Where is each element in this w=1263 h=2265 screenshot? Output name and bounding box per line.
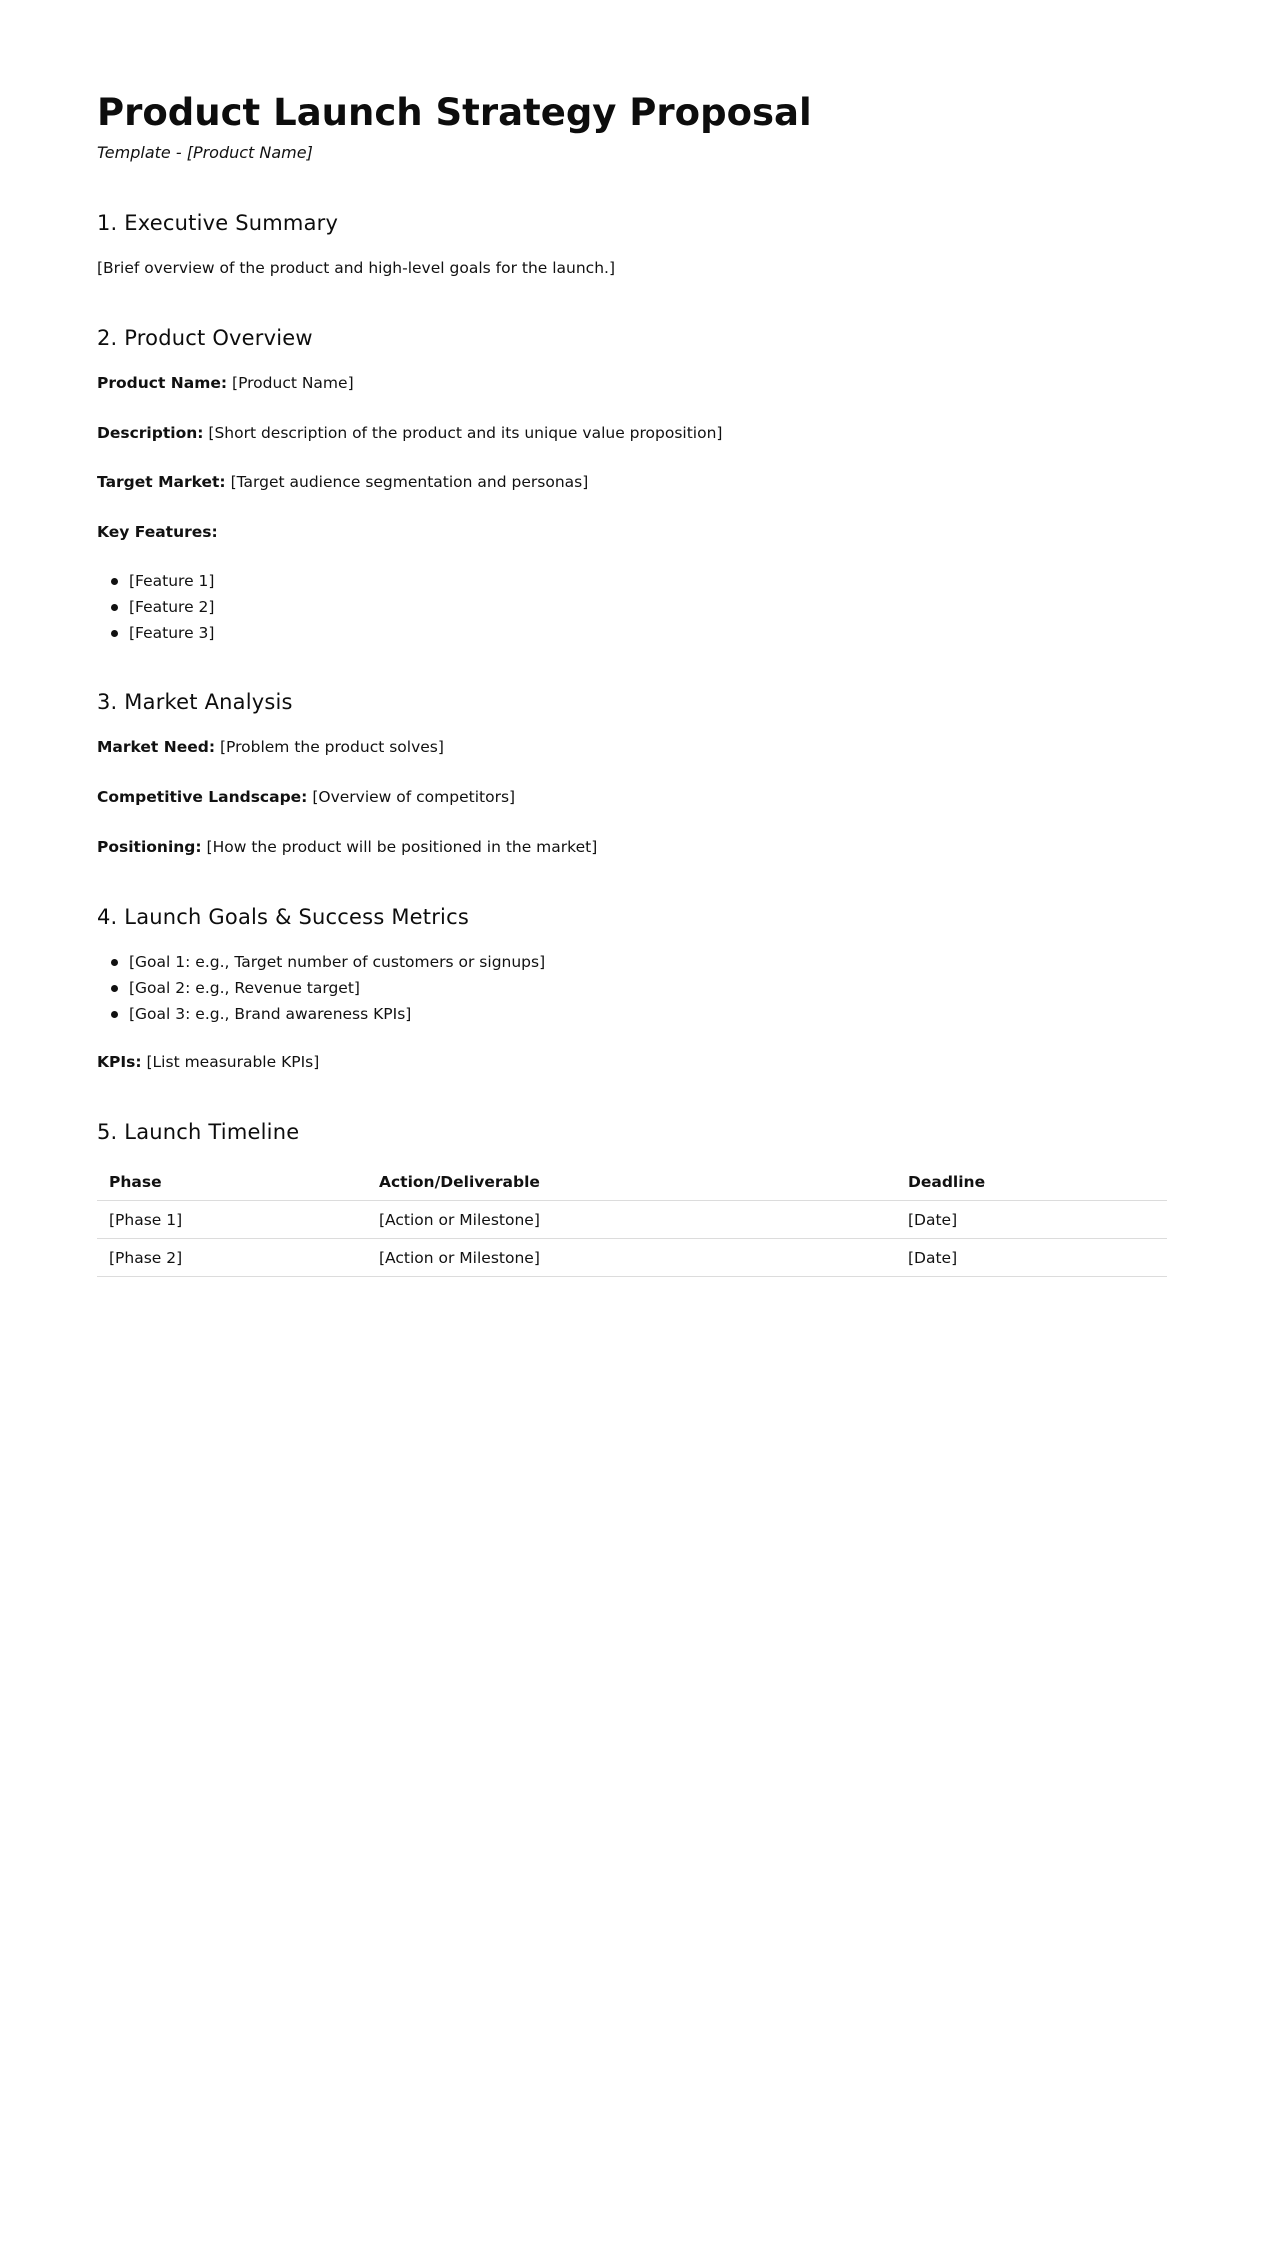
- competitive-landscape-value: [Overview of competitors]: [312, 788, 516, 806]
- key-features-heading: [97, 520, 218, 544]
- list-item: [Goal 3: e.g., Brand awareness KPIs]: [97, 1001, 545, 1027]
- launch-timeline-table: [97, 1164, 1167, 1277]
- table-cell-deadline: [Date]: [896, 1201, 1167, 1239]
- target-market-value: [Target audience segmentation and personas]: [230, 473, 589, 491]
- positioning-field: [97, 835, 597, 859]
- description-label: Description:: [97, 424, 204, 442]
- executive-summary-text: [Brief overview of the product and high-level goals for the launch.]: [97, 259, 616, 277]
- section-heading-market-analysis: 3. Market Analysis: [97, 690, 293, 714]
- product-name-value: [Product Name]: [232, 374, 354, 392]
- list-item: [Feature 3]: [97, 620, 214, 646]
- description-field: [97, 421, 722, 445]
- market-need-value: [Problem the product solves]: [219, 738, 444, 756]
- key-features-label: Key Features:: [97, 523, 218, 541]
- section-heading-launch-timeline: 5. Launch Timeline: [97, 1120, 300, 1144]
- kpis-field: [97, 1050, 319, 1074]
- section-heading-product-overview: 2. Product Overview: [97, 326, 313, 350]
- table-cell-phase: [Phase 2]: [97, 1239, 367, 1277]
- section-heading-executive-summary: 1. Executive Summary: [97, 211, 339, 235]
- list-item: [Feature 1]: [97, 568, 214, 594]
- page-title: Product Launch Strategy Proposal: [97, 91, 812, 134]
- table-header-row: [97, 1164, 1167, 1201]
- target-market-field: [97, 470, 588, 494]
- kpis-value: [List measurable KPIs]: [146, 1053, 320, 1071]
- table-cell-deadline: [Date]: [896, 1239, 1167, 1277]
- list-item: [Goal 1: e.g., Target number of customers or signups]: [97, 949, 545, 975]
- table-cell-action: [Action or Milestone]: [367, 1239, 896, 1277]
- column-header-phase: Phase: [97, 1164, 367, 1201]
- page-subtitle: Template - [Product Name]: [97, 143, 313, 162]
- table-row: [97, 1239, 1167, 1277]
- table-row: [97, 1201, 1167, 1239]
- launch-goals-list: [97, 949, 545, 1027]
- positioning-value: [How the product will be positioned in the market]: [206, 838, 598, 856]
- section-heading-launch-goals: 4. Launch Goals & Success Metrics: [97, 905, 469, 929]
- competitive-landscape-label: Competitive Landscape:: [97, 788, 308, 806]
- product-name-label: Product Name:: [97, 374, 228, 392]
- market-need-field: [97, 735, 444, 759]
- key-features-list: [97, 568, 214, 646]
- kpis-label: KPIs:: [97, 1053, 142, 1071]
- positioning-label: Positioning:: [97, 838, 202, 856]
- list-item: [Goal 2: e.g., Revenue target]: [97, 975, 545, 1001]
- product-name-field: [97, 371, 354, 395]
- description-value: [Short description of the product and its unique value proposition]: [208, 424, 723, 442]
- market-need-label: Market Need:: [97, 738, 216, 756]
- target-market-label: Target Market:: [97, 473, 226, 491]
- column-header-deadline: Deadline: [896, 1164, 1167, 1201]
- table-cell-action: [Action or Milestone]: [367, 1201, 896, 1239]
- competitive-landscape-field: [97, 785, 515, 809]
- column-header-action: Action/Deliverable: [367, 1164, 896, 1201]
- table-cell-phase: [Phase 1]: [97, 1201, 367, 1239]
- list-item: [Feature 2]: [97, 594, 214, 620]
